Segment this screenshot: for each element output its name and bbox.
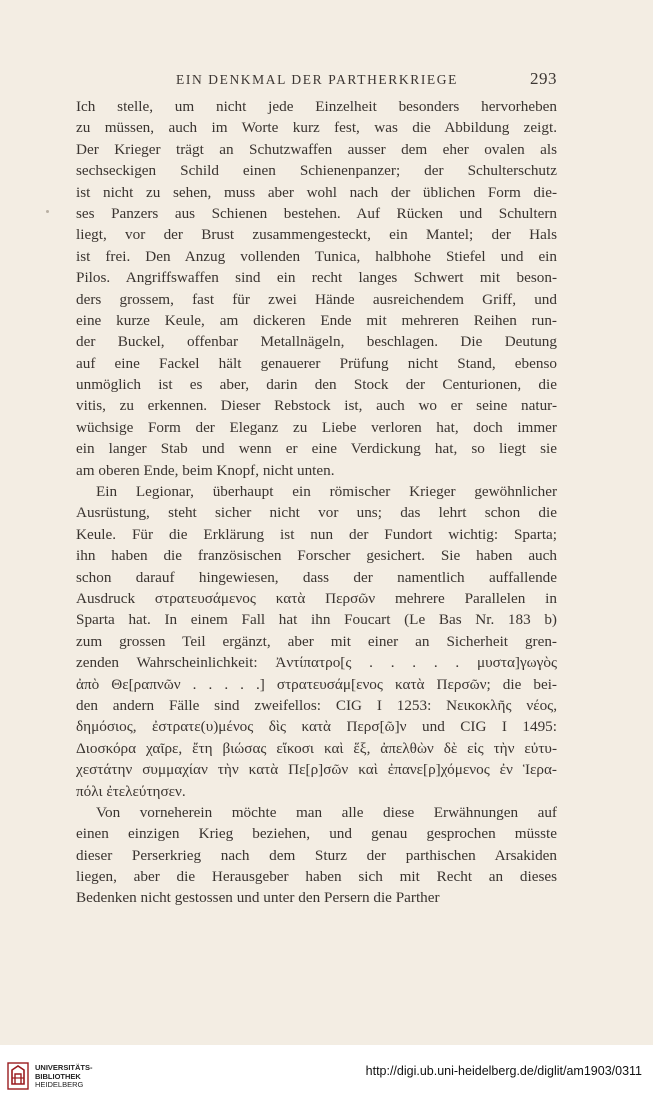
text-line: ders grossem, fast für zwei Hände ausreichendem Griff, und	[76, 290, 557, 308]
text-line: zenden Wahrscheinlichkeit: Ἀντίπατρο[ς . . . . . μυστα]γωγὸς	[76, 654, 557, 672]
library-name	[35, 1064, 93, 1090]
text-line: Pilos. Angriffswaffen sind ein recht langes Schwert mit beson-	[76, 269, 557, 287]
running-title: EIN DENKMAL DER PARTHERKRIEGE	[176, 72, 458, 87]
text-line: Ein Legionar, überhaupt ein römischer Krieger gewöhnlicher	[96, 483, 557, 501]
text-line: Sparta hat. In einem Fall hat ihn Foucart (Le Bas Nr. 183 b)	[76, 611, 557, 629]
text-line: Διοσκόρα χαῖρε, ἔτη βιώσας εἴκοσι καὶ ἕξ, ἀπελθὼν δὲ εἰς τὴν εὐτυ-	[76, 739, 557, 757]
text-line: wüchsige Form der Eleganz zu Liebe verloren hat, doch immer	[76, 418, 557, 436]
text-line: χεστάτην συμμαχίαν τὴν κατὰ Πε[ρ]σῶν καὶ ἐπανε[ρ]χόμενος ἐν Ἱερα-	[76, 761, 557, 779]
text-line: ihn haben die französischen Forscher gesichert. Sie haben auch	[76, 547, 557, 565]
text-line: Von vorneherein möchte man alle diese Erwähnungen auf	[96, 803, 557, 821]
text-line: der Buckel, offenbar Metallnägeln, beschlagen. Die Deutung	[76, 333, 557, 351]
text-line: ἀπὸ Θε[ραπνῶν . . . . .] στρατευσάμ[ενος κατὰ Περσῶν; die bei-	[76, 675, 557, 693]
library-name-line: UNIVERSITÄTS-	[35, 1063, 93, 1072]
text-line: am oberen Ende, beim Knopf, nicht unten.	[76, 461, 335, 479]
text-line: ein langer Stab und wenn er eine Verdickung hat, so liegt sie	[76, 440, 557, 458]
text-line: Ausdruck στρατευσάμενος κατὰ Περσῶν mehrere Parallelen in	[76, 589, 557, 607]
text-line: schon darauf hingewiesen, dass der namentlich auffallende	[76, 568, 557, 586]
digital-library-link[interactable]: http://digi.ub.uni-heidelberg.de/diglit/am1903/0311	[365, 1064, 642, 1078]
text-line: den andern Fälle sind zweifellos: CIG I 1253: Νεικοκλῆς νέος,	[76, 696, 557, 714]
text-line: Der Krieger trägt an Schutzwaffen ausser dem eher ovalen als	[76, 140, 557, 158]
text-line: Keule. Für die Erklärung ist nun der Fundort wichtig: Sparta;	[76, 525, 557, 543]
text-line: eine kurze Keule, am dickeren Ende mit mehreren Reihen run-	[76, 311, 557, 329]
text-line: zu müssen, auch im Worte kurz fest, was die Abbildung zeigt.	[76, 119, 557, 137]
text-line: Bedenken nicht gestossen und unter den Persern die Parther	[76, 889, 440, 907]
text-line: einen einzigen Krieg beziehen, und genau gesprochen müsste	[76, 825, 557, 843]
text-line: sechseckigen Schild einen Schienenpanzer; der Schulterschutz	[76, 162, 557, 180]
library-name-line: BIBLIOTHEK	[35, 1071, 81, 1081]
text-line: auf eine Fackel hält genauerer Prüfung nicht Stand, ebenso	[76, 354, 557, 372]
margin-speck	[46, 210, 49, 213]
page-number: 293	[530, 69, 557, 88]
text-line: liegt, vor der Brust zusammengesteckt, ein Mantel; der Hals	[76, 226, 557, 244]
text-line: liegen, aber die Herausgeber haben sich mit Recht an dieses	[76, 868, 557, 886]
heidelberg-library-logo-icon	[7, 1062, 29, 1090]
text-line: vitis, zu erkennen. Dieser Rebstock ist, auch wo er seine natur-	[76, 397, 557, 415]
text-line: dieser Perserkrieg nach dem Sturz der parthischen Arsakiden	[76, 846, 557, 864]
text-line: Ausrüstung, steht sicher nicht vor uns; das lehrt schon die	[76, 504, 557, 522]
text-line: ist frei. Den Anzug vollenden Tunica, halbhohe Stiefel und ein	[76, 247, 557, 265]
text-line: unmöglich ist es aber, darin den Stock der Centurionen, die	[76, 376, 557, 394]
library-name-line: HEIDELBERG	[35, 1080, 84, 1089]
text-line: ses Panzers aus Schienen bestehen. Auf Rücken und Schultern	[76, 204, 557, 222]
text-line: ist nicht zu sehen, muss aber wohl nach der üblichen Form die-	[76, 183, 557, 201]
text-line: zum grossen Teil ergänzt, aber mit einer an Sicherheit gren-	[76, 632, 557, 650]
text-line: δημόσιος, ἐστρατε(υ)μένος δὶς κατὰ Περσ[ῶ]ν und CIG I 1495:	[76, 718, 557, 736]
text-line: πόλι ἐτελεύτησεν.	[76, 782, 186, 800]
page-header	[0, 70, 653, 94]
body-text	[76, 96, 557, 909]
text-line: Ich stelle, um nicht jede Einzelheit besonders hervorheben	[76, 98, 557, 115]
